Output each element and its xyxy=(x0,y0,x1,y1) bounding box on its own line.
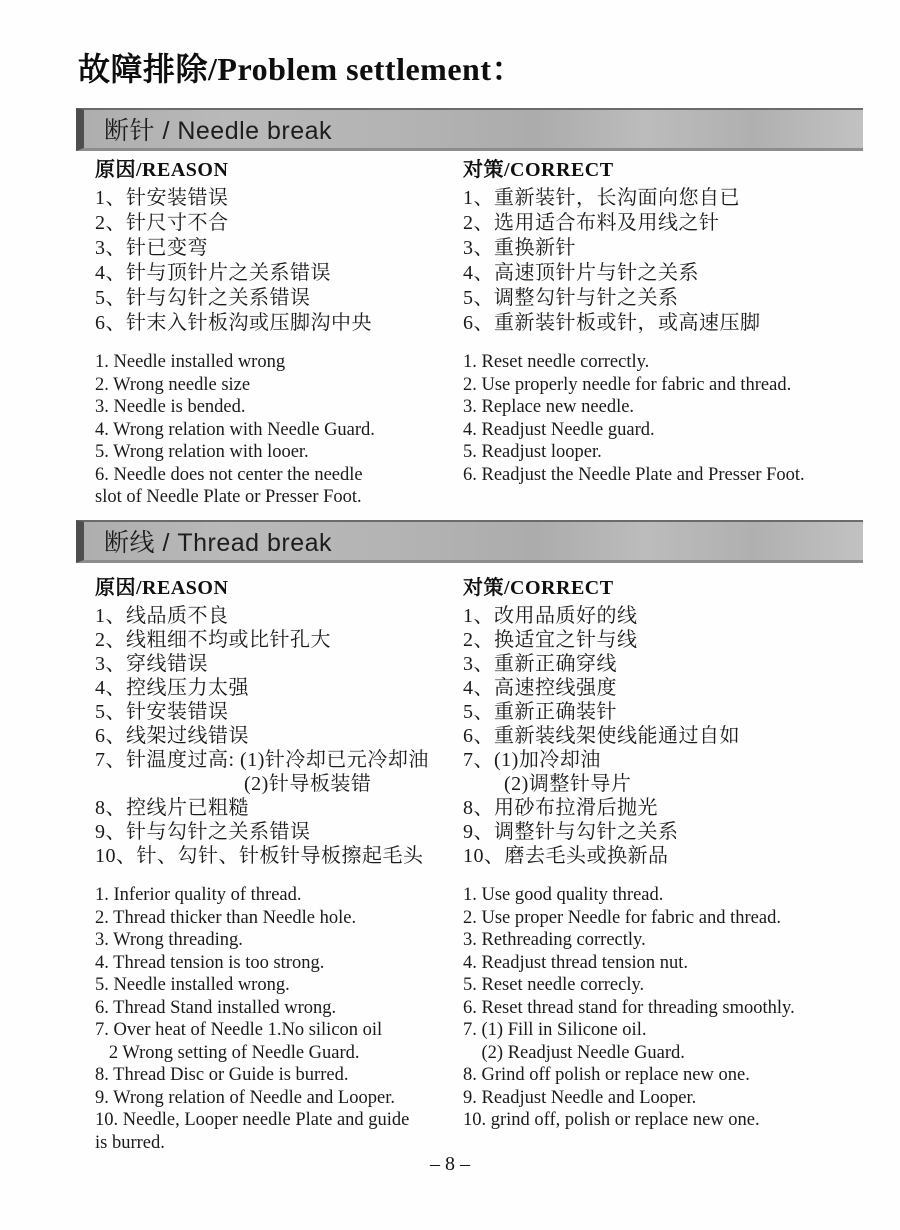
list-line: 5. Wrong relation with looer. xyxy=(95,442,309,462)
section-header-label: 断针 / Needle break xyxy=(104,117,333,145)
reason-heading: 原因/REASON xyxy=(95,577,229,599)
list-line: 5. Readjust looper. xyxy=(463,442,602,462)
list-line: 3. Wrong threading. xyxy=(95,930,243,950)
list-line: 1、线品质不良 xyxy=(95,605,229,627)
list-line: 5、针与勾针之关系错误 xyxy=(95,287,311,309)
list-line: 2. Use properly needle for fabric and thread. xyxy=(463,374,792,395)
list-line: 4、高速控线强度 xyxy=(463,677,617,699)
list-line: 10. Needle, Looper needle Plate and guide xyxy=(95,1110,410,1130)
list-line: 3、针已变弯 xyxy=(95,237,208,259)
list-line: 10、针、勾针、针板针导板擦起毛头 xyxy=(95,845,424,867)
list-line: 10. grind off, polish or replace new one. xyxy=(463,1110,760,1130)
list-line: 5、重新正确装针 xyxy=(463,701,617,723)
list-line: 8、控线片已粗糙 xyxy=(95,797,249,819)
list-line: 10、磨去毛头或换新品 xyxy=(463,845,669,867)
reason-column xyxy=(95,576,467,1154)
correct-list-zh xyxy=(463,186,863,336)
list-line: 2. Thread thicker than Needle hole. xyxy=(95,907,357,928)
list-line: 2、选用适合布料及用线之针 xyxy=(463,212,720,234)
list-line: 3、重换新针 xyxy=(463,237,576,259)
list-line: 6、针末入针板沟或压脚沟中央 xyxy=(95,312,372,334)
list-line: 3、穿线错误 xyxy=(95,653,208,675)
list-line: 8. Thread Disc or Guide is burred. xyxy=(95,1065,349,1085)
list-line: 6、重新装线架使线能通过自如 xyxy=(463,725,740,747)
correct-list-en xyxy=(463,351,863,486)
correct-column xyxy=(463,576,863,1132)
list-line: 2 Wrong setting of Needle Guard. xyxy=(95,1042,360,1063)
list-line: 2、针尺寸不合 xyxy=(95,212,229,234)
list-line: 9. Readjust Needle and Looper. xyxy=(463,1087,697,1108)
list-line: 9. Wrong relation of Needle and Looper. xyxy=(95,1087,395,1108)
correct-list-en xyxy=(463,884,863,1132)
reason-list-en xyxy=(95,351,467,509)
list-line: 5. Needle installed wrong. xyxy=(95,975,290,995)
list-line: 9、调整针与勾针之关系 xyxy=(463,821,679,843)
correct-heading: 对策/CORRECT xyxy=(463,577,614,599)
list-line: 1、重新装针，长沟面向您自已 xyxy=(463,187,740,209)
list-line: 1、针安装错误 xyxy=(95,187,229,209)
list-line: 8. Grind off polish or replace new one. xyxy=(463,1065,750,1085)
reason-heading: 原因/REASON xyxy=(95,159,229,181)
list-line: 6、重新装针板或针，或高速压脚 xyxy=(463,312,761,334)
list-line: 1、改用品质好的线 xyxy=(463,605,638,627)
list-line: (2) Readjust Needle Guard. xyxy=(463,1042,685,1063)
list-line: 5. Reset needle correcly. xyxy=(463,975,645,995)
section-header-thread-break xyxy=(76,520,863,563)
list-line: 1. Reset needle correctly. xyxy=(463,352,650,372)
page-number: – 8 – xyxy=(430,1153,470,1175)
correct-list-zh xyxy=(463,604,863,868)
list-line: 4、针与顶针片之关系错误 xyxy=(95,262,331,284)
page-title: 故障排除/Problem settlement： xyxy=(78,51,524,87)
correct-heading: 对策/CORRECT xyxy=(463,159,614,181)
list-line: 6. Thread Stand installed wrong. xyxy=(95,997,337,1018)
section-header-label: 断线 / Thread break xyxy=(104,529,333,557)
list-line: 9、针与勾针之关系错误 xyxy=(95,821,311,843)
list-line: 8、用砂布拉滑后抛光 xyxy=(463,797,658,819)
reason-list-zh xyxy=(95,604,467,868)
reason-list-en xyxy=(95,884,467,1154)
list-line: 7、(1)加冷却油 xyxy=(463,749,601,771)
list-line: 3. Replace new needle. xyxy=(463,397,635,417)
list-line: 4. Wrong relation with Needle Guard. xyxy=(95,419,375,440)
list-line: 5、调整勾针与针之关系 xyxy=(463,287,679,309)
list-line: 4. Thread tension is too strong. xyxy=(95,952,325,973)
list-line: 2. Use proper Needle for fabric and thread. xyxy=(463,907,781,928)
reason-column xyxy=(95,158,467,509)
list-line: 1. Use good quality thread. xyxy=(463,885,664,905)
correct-column xyxy=(463,158,863,486)
list-line: 6、线架过线错误 xyxy=(95,725,249,747)
list-line: 1. Needle installed wrong xyxy=(95,352,286,372)
list-line: 1. Inferior quality of thread. xyxy=(95,885,302,905)
list-line: 4. Readjust thread tension nut. xyxy=(463,952,689,973)
list-line: 5、针安装错误 xyxy=(95,701,229,723)
reason-list-zh xyxy=(95,186,467,336)
list-line: 6. Readjust the Needle Plate and Presser Foot. xyxy=(463,464,805,485)
list-line: 2. Wrong needle size xyxy=(95,374,251,395)
section-header-needle-break xyxy=(76,108,863,151)
list-line: (2)调整针导片 xyxy=(463,773,632,795)
list-line: 4、高速顶针片与针之关系 xyxy=(463,262,699,284)
list-line: 3. Rethreading correctly. xyxy=(463,930,646,950)
list-line: 3. Needle is bended. xyxy=(95,397,246,417)
list-line: 4、控线压力太强 xyxy=(95,677,249,699)
list-line: is burred. xyxy=(95,1132,165,1153)
list-line: slot of Needle Plate or Presser Foot. xyxy=(95,487,362,507)
list-line: 4. Readjust Needle guard. xyxy=(463,419,655,440)
list-line: 2、换适宜之针与线 xyxy=(463,629,638,651)
list-line: 7. Over heat of Needle 1.No silicon oil xyxy=(95,1020,383,1040)
list-line: 7. (1) Fill in Silicone oil. xyxy=(463,1020,647,1040)
list-line: 6. Reset thread stand for threading smoothly. xyxy=(463,997,795,1018)
list-line: 3、重新正确穿线 xyxy=(463,653,617,675)
list-line: (2)针导板装错 xyxy=(95,773,372,795)
list-line: 2、线粗细不均或比针孔大 xyxy=(95,629,331,651)
list-line: 7、针温度过高: (1)针冷却已元冷却油 xyxy=(95,749,429,771)
list-line: 6. Needle does not center the needle xyxy=(95,464,363,485)
